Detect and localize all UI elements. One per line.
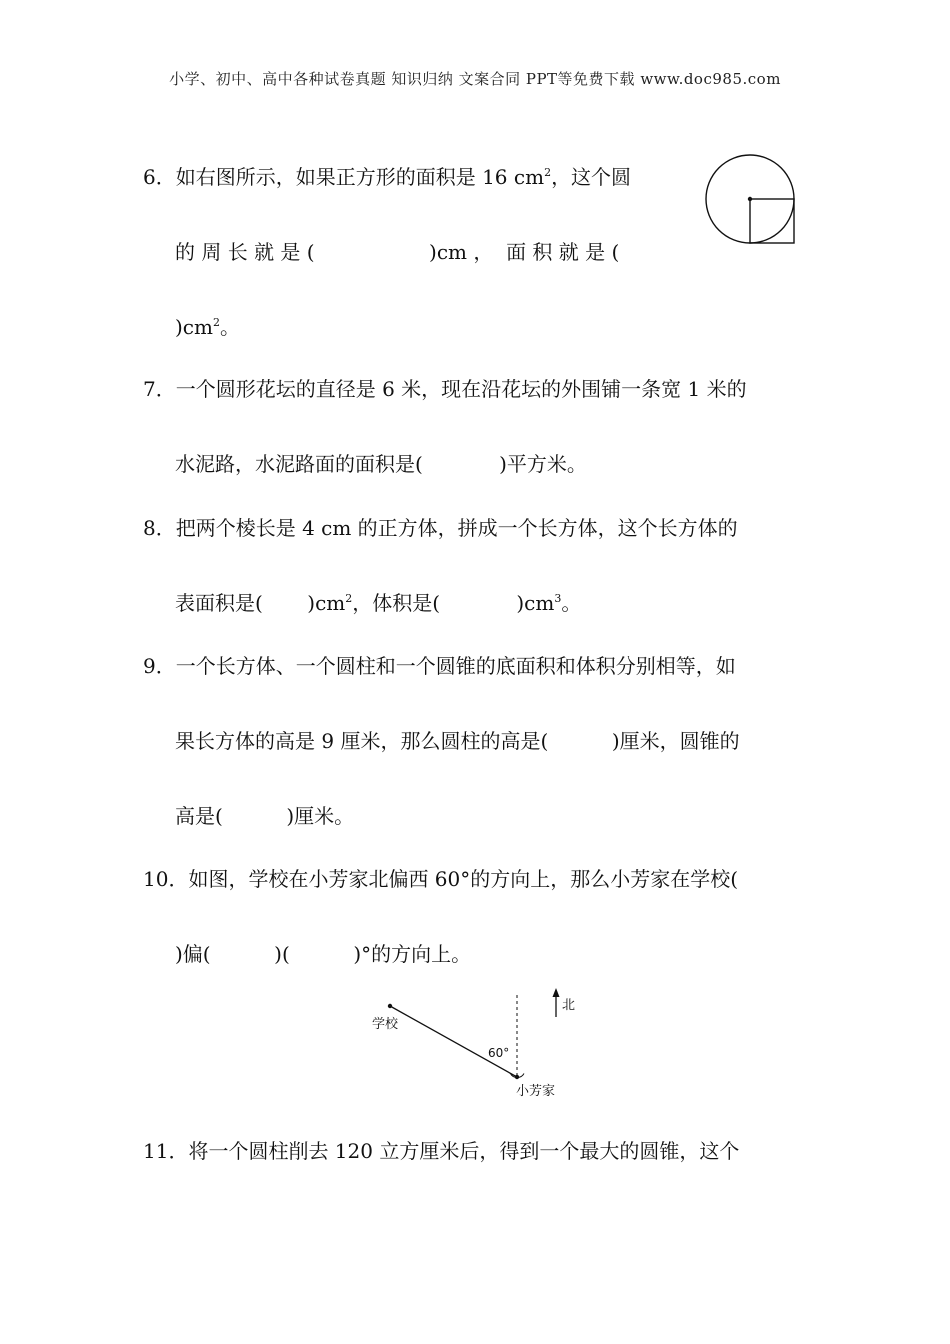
q7-line-1: 7．一个圆形花坛的直径是 6 米，现在沿花坛的外围铺一条宽 1 米的 <box>143 377 747 401</box>
q10-line-1: 10．如图，学校在小芳家北偏西 60°的方向上，那么小芳家在学校( <box>143 867 739 891</box>
q9-line-2: 果长方体的高是 9 厘米，那么圆柱的高是( )厘米，圆锥的 <box>175 729 740 753</box>
q8-line-2: 表面积是( )$cm^2$，体积是( )$cm^3$。 <box>175 591 582 615</box>
q9-line-1: 9．一个长方体、一个圆柱和一个圆锥的底面积和体积分别相等，如 <box>143 654 736 678</box>
school-label: 学校 <box>372 1017 399 1032</box>
q7-line-2: 水泥路，水泥路面的面积是( )平方米。 <box>175 452 587 476</box>
q11-line-1: 11．将一个圆柱削去 120 立方厘米后，得到一个最大的圆锥，这个 <box>143 1139 740 1163</box>
angle-label: 60° <box>488 1046 510 1060</box>
page-header: 小学、初中、高中各种试卷真题 知识归纳 文案合同 PPT等免费下载 www.doc985.com <box>169 70 781 88</box>
center-dot <box>748 197 752 201</box>
q9-line-3: 高是( )厘米。 <box>175 804 355 828</box>
q10-line-2: )偏( )( )°的方向上。 <box>175 942 472 966</box>
q8-line-1: 8．把两个棱长是 4 cm 的正方体，拼成一个长方体，这个长方体的 <box>143 516 738 540</box>
q6-line-1: 6．如右图所示，如果正方形的面积是 16 $cm^2$，这个圆 <box>143 165 632 189</box>
circle-square-figure <box>700 150 800 250</box>
direction-figure <box>360 985 600 1110</box>
q6-line-3: )$cm^2$。 <box>175 315 240 339</box>
q6-line-2: 的 周 长 就 是 ( )cm ， 面 积 就 是 ( <box>175 240 620 264</box>
direction-line <box>390 1006 517 1077</box>
school-point <box>388 1004 392 1008</box>
north-arrow-head <box>553 988 560 997</box>
north-label: 北 <box>562 998 576 1013</box>
home-label: 小芳家 <box>516 1084 556 1099</box>
